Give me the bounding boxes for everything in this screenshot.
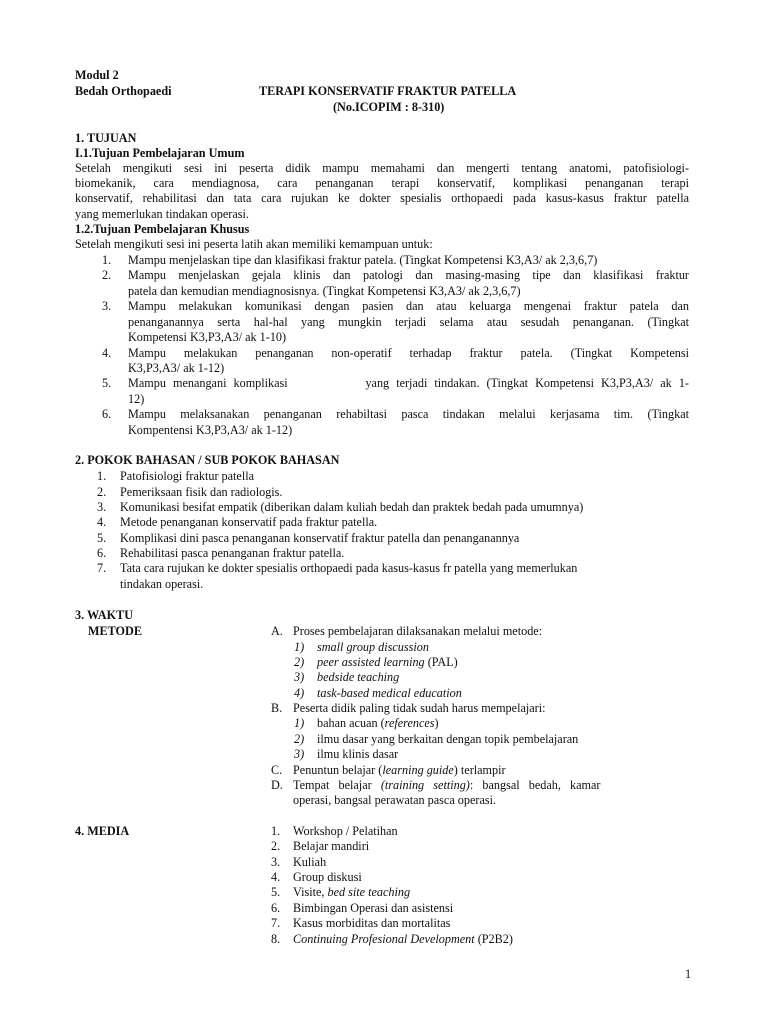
- list-item-number: 5.: [102, 376, 112, 390]
- paragraph-line: yang memerlukan tindakan operasi.: [75, 207, 249, 221]
- list-item-line: Mampu melakukan penanganan non-operatif terhadap fraktur patela. (Tingkat Kompetensi: [128, 346, 689, 360]
- list-item-number: 6.: [102, 407, 112, 421]
- list-item-line: K3,P3,A3/ ak 1-12): [128, 361, 225, 375]
- media-item: [293, 885, 410, 900]
- list-item-number: 1.: [271, 824, 281, 838]
- sublist-item: [317, 716, 439, 731]
- sublist-number: 2): [294, 732, 305, 746]
- list-item-line: Mampu melakukan komunikasi dengan pasien dan atau keluarga mengenai fraktur patela dan: [128, 299, 689, 313]
- list-item-number: 5.: [97, 531, 107, 545]
- media-item: [293, 824, 398, 839]
- list-item-line: Patofisiologi fraktur patella: [120, 469, 255, 483]
- list-item-number: 2.: [97, 485, 107, 499]
- list-item-number: 6.: [97, 546, 107, 560]
- text-span: Tempat belajar: [293, 778, 381, 792]
- text-span: learning guide: [382, 763, 454, 777]
- list-item-line: Metode penanganan konservatif pada fraktur patella.: [120, 515, 378, 529]
- metode-item-d-marker: D.: [271, 778, 283, 792]
- tujuan-umum-heading: I.1.Tujuan Pembelajaran Umum: [75, 146, 245, 160]
- media-item: [293, 901, 453, 916]
- metode-item-a-marker: A.: [271, 624, 283, 638]
- paragraph-line: Setelah mengikuti sesi ini peserta didik mampu memahami dan mengerti tentang anatomi, patofisiologi-: [75, 161, 689, 175]
- text-span: Group diskusi: [293, 870, 362, 884]
- list-item-line: Mampu melaksanakan penanganan rehabiltasi pasca tindakan melalui kerjasama tim. (Tingkat: [128, 407, 689, 421]
- sublist-item: [317, 686, 462, 701]
- list-item-number: 3.: [97, 500, 107, 514]
- list-item-line: 12): [128, 392, 145, 406]
- section-tujuan-heading: 1. TUJUAN: [75, 131, 137, 145]
- list-item-number: 4.: [271, 870, 281, 884]
- text-span: ilmu klinis dasar: [317, 747, 399, 761]
- text-span: ) terlampir: [453, 763, 506, 777]
- text-span: bedside teaching: [317, 670, 400, 684]
- metode-item-a-text: Proses pembelajaran dilaksanakan melalui metode:: [293, 624, 543, 638]
- list-item-number: 6.: [271, 901, 281, 915]
- metode-item-b-marker: B.: [271, 701, 283, 715]
- text-span: references: [384, 716, 435, 730]
- tujuan-khusus-intro: Setelah mengikuti sesi ini peserta latih akan memiliki kemampuan untuk:: [75, 237, 433, 251]
- list-item-line: Pemeriksaan fisik dan radiologis.: [120, 485, 283, 499]
- metode-item-c-marker: C.: [271, 763, 283, 777]
- list-item-number: 7.: [271, 916, 281, 930]
- metode-label: METODE: [88, 624, 142, 638]
- list-item-number: 3.: [271, 855, 281, 869]
- sublist-item: [317, 747, 398, 762]
- text-span: (PAL): [424, 655, 458, 669]
- media-item: [293, 932, 513, 947]
- metode-item-c-text: [293, 763, 506, 778]
- procedure-code: (No.ICOPIM : 8-310): [333, 100, 445, 114]
- list-item-number: 1.: [102, 253, 112, 267]
- list-item-number: 7.: [97, 561, 107, 575]
- sublist-number: 2): [294, 655, 305, 669]
- list-item-number: 2.: [102, 268, 112, 282]
- paragraph-line: biomekanik, cara mendiagnosa, cara penanganan terapi konservatif, komplikasi penanganan terapi: [75, 176, 689, 190]
- media-item: [293, 855, 326, 870]
- list-item-line: Kompetensi K3,P3,A3/ ak 1-10): [128, 330, 287, 344]
- list-item-line: Mampu menjelaskan tipe dan klasifikasi fraktur patela. (Tingkat Kompetensi K3,A3/ ak 2,3,6,7): [128, 253, 598, 267]
- metode-item-d-text: [293, 778, 601, 793]
- text-span: task-based medical education: [317, 686, 462, 700]
- list-item-line: penanganannya serta hal-hal yang mungkin terjadi selama atau sesudah penanganan. (Tingkat: [128, 315, 689, 329]
- media-item: [293, 916, 450, 931]
- list-item-number: 1.: [97, 469, 107, 483]
- section-media-heading: 4. MEDIA: [75, 824, 130, 838]
- list-item-line: Rehabilitasi pasca penanganan fraktur patella.: [120, 546, 345, 560]
- text-span: (training setting): [380, 778, 470, 792]
- list-item-number: 2.: [271, 839, 281, 853]
- document-title: TERAPI KONSERVATIF FRAKTUR PATELLA: [259, 84, 517, 98]
- paragraph-line: konservatif, rehabilitasi dan tata cara rujukan ke dokter spesialis orthopaedi pada kasus-kasus fraktur patella: [75, 191, 689, 205]
- text-span: bahan acuan (: [317, 716, 385, 730]
- list-item-line: Tata cara rujukan ke dokter spesialis orthopaedi pada kasus-kasus fr patella yang memerlukan: [120, 561, 578, 575]
- module-label: Modul 2: [75, 68, 119, 82]
- list-item-line: Mampu menjelaskan gejala klinis dan patologi dan masing-masing tipe dan klasifikasi fraktur: [128, 268, 689, 282]
- list-item-line: tindakan operasi.: [120, 577, 204, 591]
- text-span: bed site teaching: [327, 885, 411, 899]
- text-span: Continuing Profesional Development: [293, 932, 475, 946]
- text-span: : bangsal bedah, kamar: [469, 778, 601, 792]
- metode-item-b-text: Peserta didik paling tidak sudah harus mempelajari:: [293, 701, 546, 715]
- text-span: small group discussion: [317, 640, 429, 654]
- text-span: Workshop / Pelatihan: [293, 824, 398, 838]
- metode-item-d-line2: operasi, bangsal perawatan pasca operasi.: [293, 793, 497, 807]
- department-label: Bedah Orthopaedi: [75, 84, 172, 98]
- text-span: Penuntun belajar (: [293, 763, 383, 777]
- sublist-item: [317, 670, 399, 685]
- text-span: Visite,: [293, 885, 328, 899]
- sublist-number: 3): [294, 747, 305, 761]
- sublist-item: [317, 732, 578, 747]
- text-span: ): [434, 716, 439, 730]
- list-item-number: 8.: [271, 932, 281, 946]
- list-item-number: 5.: [271, 885, 281, 899]
- text-span: Kasus morbiditas dan mortalitas: [293, 916, 451, 930]
- list-item-line: Komplikasi dini pasca penanganan konservatif fraktur patella dan penanganannya: [120, 531, 520, 545]
- list-item-number: 4.: [97, 515, 107, 529]
- sublist-number: 3): [294, 670, 305, 684]
- text-span: peer assisted learning: [317, 655, 425, 669]
- list-item-number: 4.: [102, 346, 112, 360]
- tujuan-khusus-heading: 1.2.Tujuan Pembelajaran Khusus: [75, 222, 250, 236]
- text-span: ilmu dasar yang berkaitan dengan topik pembelajaran: [317, 732, 579, 746]
- sublist-item: [317, 655, 458, 670]
- media-item: [293, 870, 362, 885]
- text-span: Kuliah: [293, 855, 327, 869]
- text-span: (P2B2): [474, 932, 513, 946]
- list-item-line: Komunikasi besifat empatik (diberikan dalam kuliah bedah dan praktek bedah pada umumnya): [120, 500, 584, 514]
- section-waktu-heading: 3. WAKTU: [75, 608, 134, 622]
- text-span: Bimbingan Operasi dan asistensi: [293, 901, 454, 915]
- sublist-number: 1): [294, 716, 305, 730]
- list-item-line: Mampu menangani komplikasi yang terjadi tindakan. (Tingkat Kompetensi K3,P3,A3/ ak 1-: [128, 376, 689, 390]
- section-pokok-heading: 2. POKOK BAHASAN / SUB POKOK BAHASAN: [75, 453, 340, 467]
- list-item-number: 3.: [102, 299, 112, 313]
- sublist-number: 1): [294, 640, 305, 654]
- list-item-line: patela dan kemudian mendiagnosisnya. (Tingkat Kompetensi K3,A3/ ak 2,3,6,7): [128, 284, 521, 298]
- media-item: [293, 839, 369, 854]
- sublist-number: 4): [294, 686, 305, 700]
- list-item-line: Kompentensi K3,P3,A3/ ak 1-12): [128, 423, 293, 437]
- page-number: 1: [685, 967, 692, 981]
- text-span: Belajar mandiri: [293, 839, 370, 853]
- sublist-item: [317, 640, 429, 655]
